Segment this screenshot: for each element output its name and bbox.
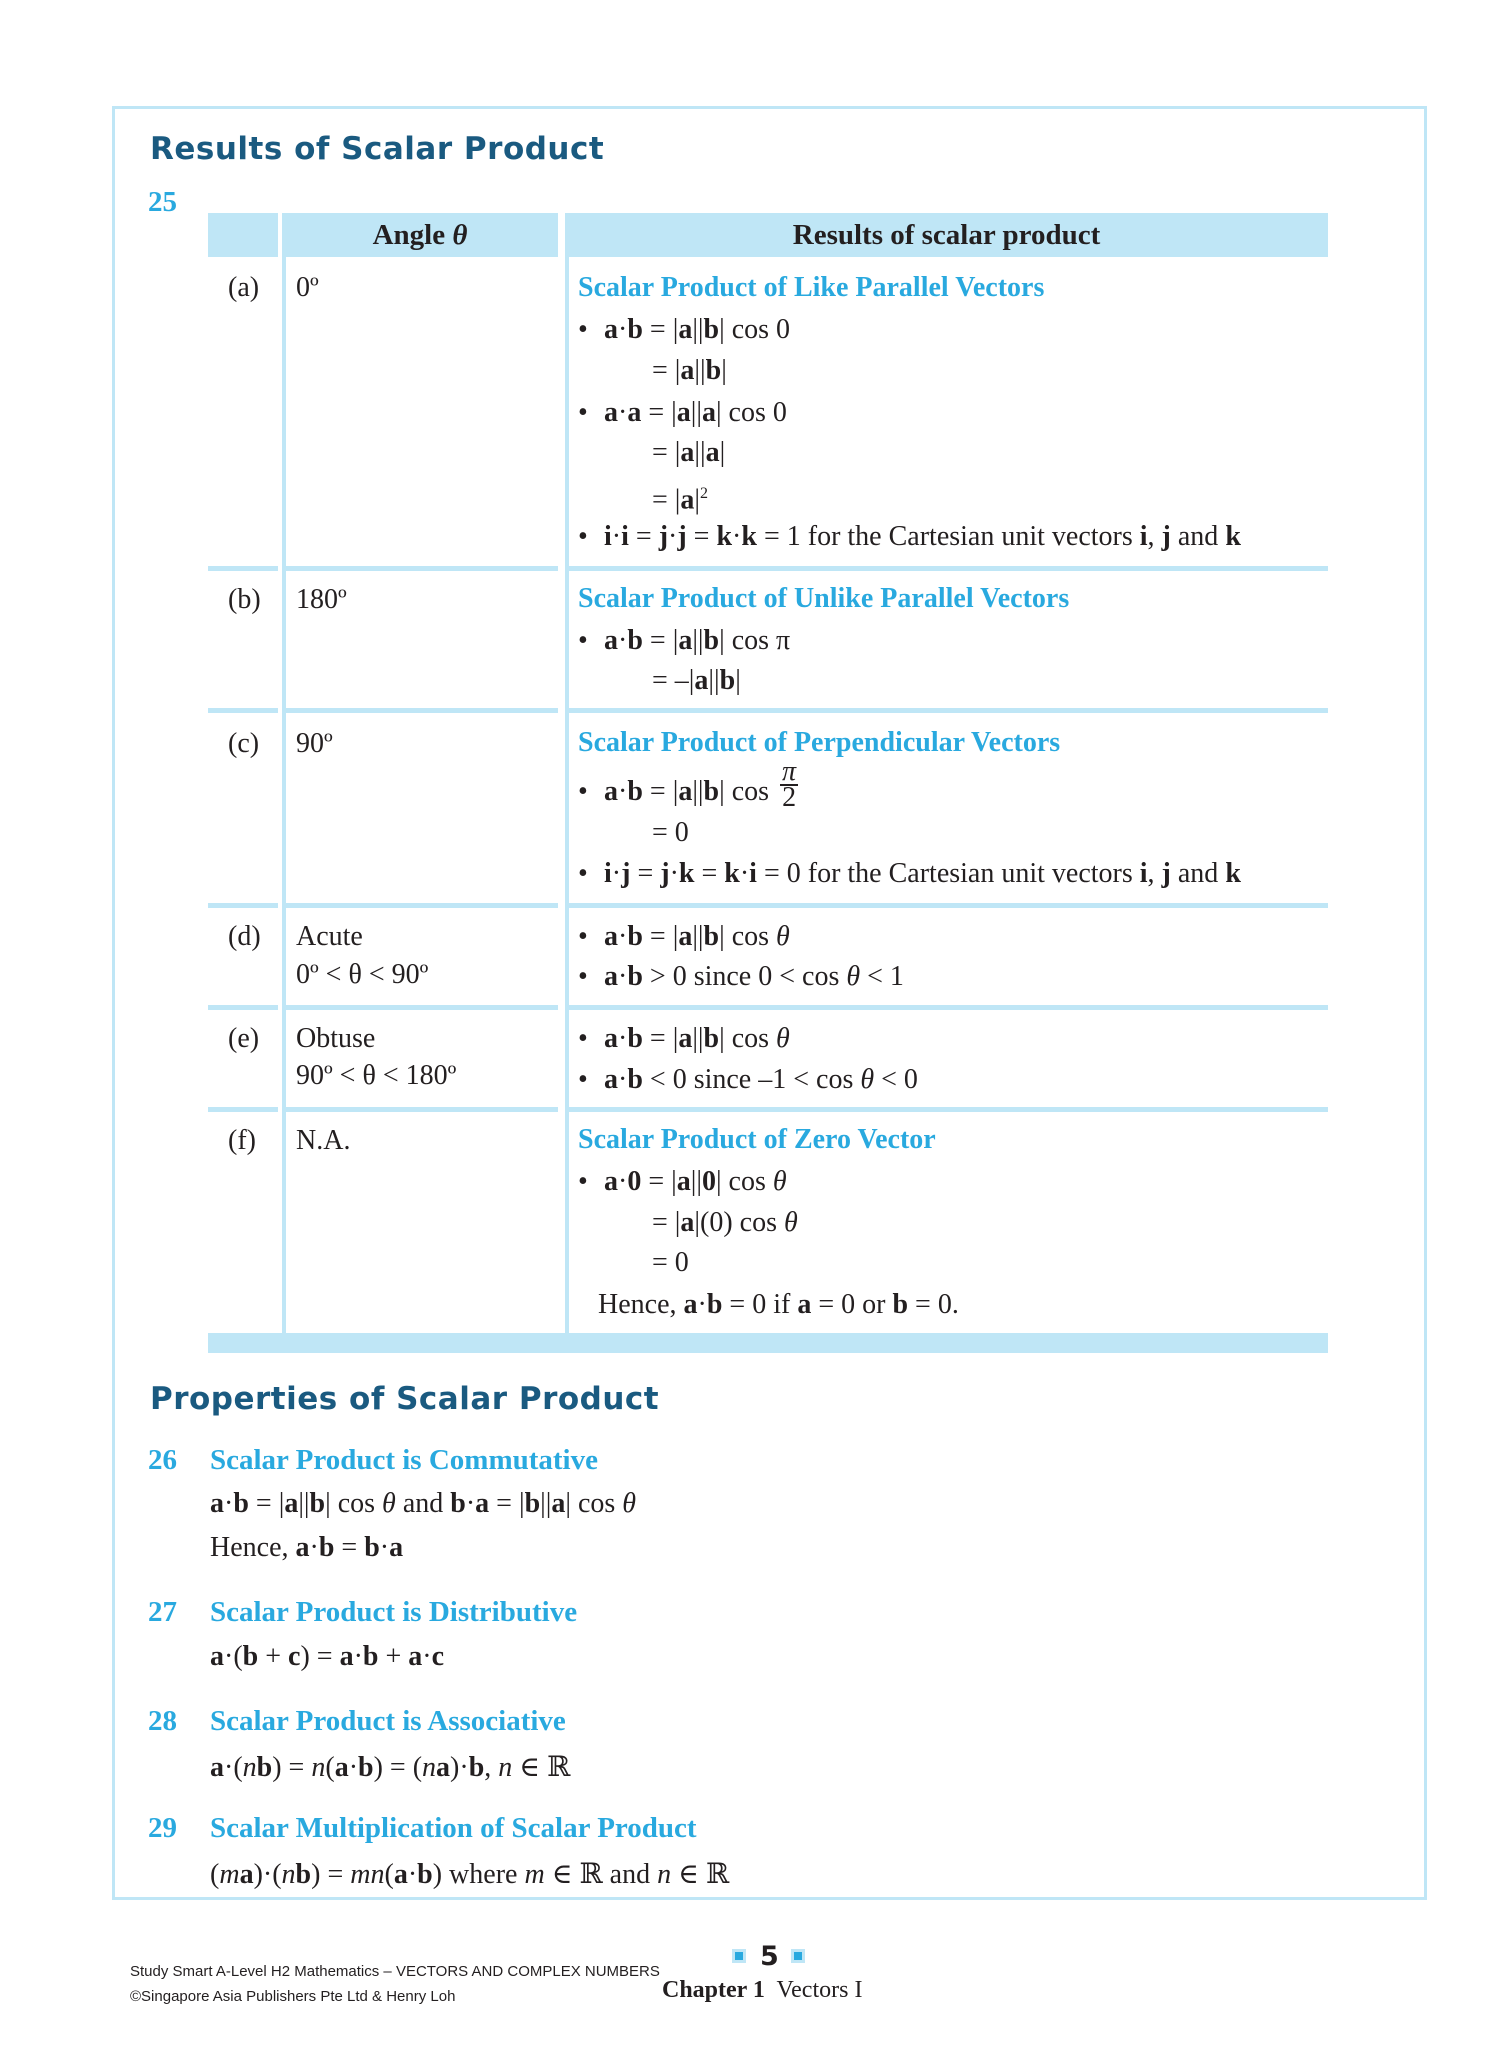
formula-line: = |a||a|	[652, 437, 726, 468]
formula-line: • a·b > 0 since 0 < cos θ < 1	[604, 960, 904, 994]
item-number-28: 28	[148, 1705, 177, 1737]
row-label-a: (a)	[228, 272, 260, 303]
item-number-29: 29	[148, 1812, 177, 1844]
results-header: Results of scalar product	[565, 213, 1328, 257]
page-marker-left	[732, 1949, 746, 1963]
formula-line: (ma)·(nb) = mn(a·b) where m ∈ ℝ and n ∈ ℝ	[210, 1859, 730, 1890]
property-title-29: Scalar Multiplication of Scalar Product	[210, 1812, 697, 1844]
page-number: 5	[760, 1941, 779, 1972]
formula-line: = |a||b|	[652, 355, 727, 386]
formula-line: • a·0 = |a||0| cos θ	[604, 1165, 787, 1199]
row-angle-e: Obtuse	[296, 1023, 376, 1054]
table-bottom-band	[208, 1333, 1328, 1353]
row-label-e: (e)	[228, 1023, 260, 1054]
row-label-d: (d)	[228, 921, 261, 952]
row-label-f: (f)	[228, 1125, 256, 1156]
row-angle-c: 90º	[296, 728, 333, 759]
formula-line: • a·b = |a||b| cos π	[604, 624, 790, 658]
formula-line: • a·b = |a||b| cos θ	[604, 1022, 790, 1056]
row-title-c: Scalar Product of Perpendicular Vectors	[578, 727, 1061, 758]
formula-line: • a·a = |a||a| cos 0	[604, 396, 787, 430]
formula-line: = $|a|^2$	[652, 484, 709, 516]
formula-line: • i·i = j·j = k·k = 1 for the Cartesian unit vectors i, j and k	[604, 520, 1241, 554]
footer-copyright: ©Singapore Asia Publishers Pte Ltd & Henry Loh	[130, 1988, 456, 2005]
row-label-c: (c)	[228, 728, 260, 759]
angle-header: Angle θ	[282, 213, 558, 257]
row-angle-d: Acute	[296, 921, 363, 952]
formula-line: • a·b = |a||b| cos $\frac{\pi}{2}$	[604, 775, 798, 810]
row-title-a: Scalar Product of Like Parallel Vectors	[578, 272, 1045, 303]
formula-line: • i·j = j·k = k·i = 0 for the Cartesian unit vectors i, j and k	[604, 857, 1241, 891]
row-angle-a: 0º	[296, 272, 319, 303]
formula-line: a·(nb) = n(a·b) = (na)·b, n ∈ ℝ	[210, 1752, 571, 1783]
formula-line: = –|a||b|	[652, 665, 741, 696]
item-number-26: 26	[148, 1444, 177, 1476]
row-range-d: 0º < θ < 90º	[296, 959, 429, 990]
formula-line: • a·b < 0 since –1 < cos θ < 0	[604, 1063, 918, 1097]
section-heading-properties: Properties of Scalar Product	[150, 1381, 660, 1417]
formula-line: • a·b = |a||b| cos 0	[604, 313, 790, 347]
formula-line: = 0	[652, 817, 689, 848]
row-label-b: (b)	[228, 584, 261, 615]
property-title-27: Scalar Product is Distributive	[210, 1596, 578, 1628]
property-title-28: Scalar Product is Associative	[210, 1705, 566, 1737]
formula-line: Hence, a·b = 0 if a = 0 or b = 0.	[598, 1289, 959, 1320]
footer-book-title: Study Smart A-Level H2 Mathematics – VECTORS AND COMPLEX NUMBERS	[130, 1963, 660, 1980]
item-number-25: 25	[148, 186, 177, 218]
row-range-e: 90º < θ < 180º	[296, 1060, 457, 1091]
formula-line: = |a|(0) cos θ	[652, 1207, 798, 1238]
formula-line: a·b = |a||b| cos θ and b·a = |b||a| cos θ	[210, 1488, 637, 1519]
property-title-26: Scalar Product is Commutative	[210, 1444, 598, 1476]
formula-line: a·(b + c) = a·b + a·c	[210, 1641, 445, 1672]
section-heading-results: Results of Scalar Product	[150, 131, 605, 167]
item-number-27: 27	[148, 1596, 177, 1628]
row-title-f: Scalar Product of Zero Vector	[578, 1124, 936, 1155]
row-angle-b: 180º	[296, 584, 347, 615]
row-title-b: Scalar Product of Unlike Parallel Vectors	[578, 583, 1070, 614]
row-angle-f: N.A.	[296, 1125, 351, 1156]
formula-line: • a·b = |a||b| cos θ	[604, 920, 790, 954]
formula-line: Hence, a·b = b·a	[210, 1532, 404, 1563]
page-marker-right	[791, 1949, 805, 1963]
formula-line: = 0	[652, 1247, 689, 1278]
chapter-label: Chapter 1 Vectors I	[662, 1977, 863, 2003]
